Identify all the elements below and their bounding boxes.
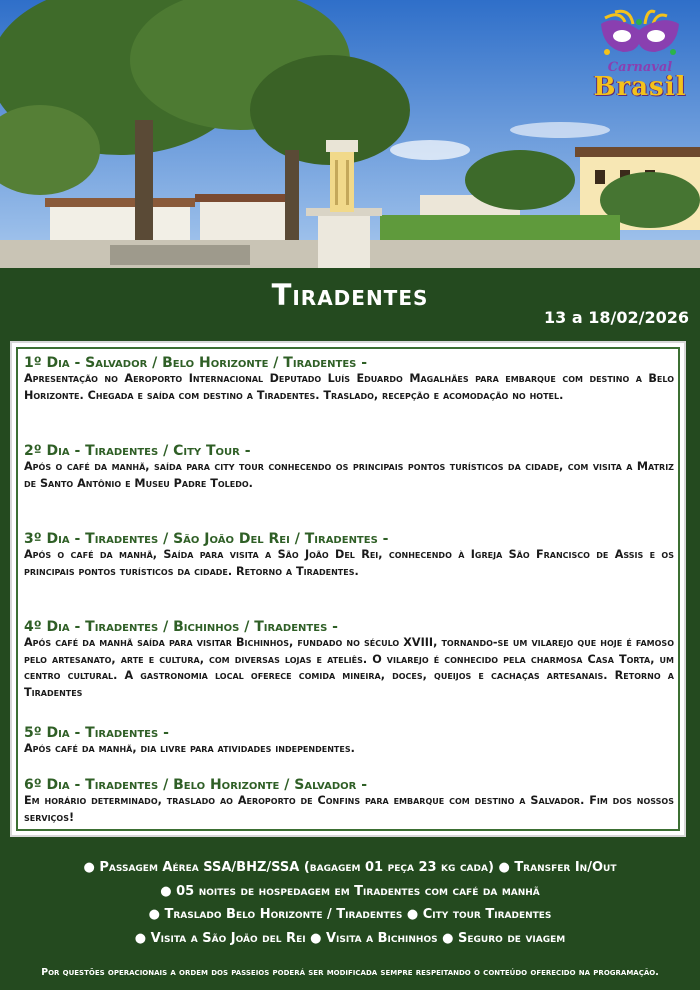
bullet-icon: ● [83, 860, 95, 875]
inclusions-list [0, 856, 700, 950]
inclusion-item: Traslado Belo Horizonte / Tiradentes [164, 907, 403, 922]
inclusions-row [0, 903, 700, 927]
bullet-icon: ● [134, 930, 147, 946]
day-4-title: 4º Dia - Tiradentes / Bichinhos / Tiradentes - [24, 619, 338, 635]
inclusion-item: Transfer In/Out [514, 860, 617, 875]
carnival-mask-icon [595, 8, 685, 64]
day-1-title: 1º Dia - Salvador / Belo Horizonte / Tiradentes - [24, 355, 368, 371]
day-2 [24, 443, 674, 492]
day-4 [24, 619, 674, 701]
bullet-icon: ● [406, 907, 419, 922]
bullet-icon: ● [310, 930, 322, 946]
day-4-text: Após café da manhã saída para visitar Bichinhos, fundado no século XVIII, tornando-se um vilarejo que hoje é famoso pelo artesanato, arte e cultura, com diversas lojas e ateliês. O vilarejo é conhecido pela charmosa Casa Torta, um centro cultural. A gastronomia local oferece comida mineira, doces, queijos e cachaças artesanais. Retorno a Tiradentes [24, 636, 674, 699]
day-1 [24, 355, 674, 404]
inclusions-row [0, 856, 700, 880]
page-title: Tiradentes [271, 278, 429, 312]
day-6-title: 6º Dia - Tiradentes / Belo Horizonte / Salvador - [24, 777, 368, 793]
inclusion-item: City tour Tiradentes [422, 907, 552, 922]
inclusions-row [0, 880, 700, 904]
inclusion-item: 05 noites de hospedagem em Tiradentes com café da manhã [176, 883, 540, 899]
itinerary-card [10, 341, 686, 837]
day-5-text: Após café da manhã, dia livre para atividades independentes. [24, 742, 355, 755]
logo-line-2: Brasil [593, 72, 687, 102]
day-2-title: 2º Dia - Tiradentes / City Tour - [24, 443, 251, 459]
inclusion-item: Visita a São João del Rei [150, 930, 306, 946]
day-1-text: Apresentação no Aeroporto Internacional Deputado Luís Eduardo Magalhães para embarque com destino a Belo Horizonte. Chegada e saída com destino a Tiradentes. Traslado, recepção e acomodação no hotel. [24, 372, 674, 402]
day-3-title: 3º Dia - Tiradentes / São João Del Rei / Tiradentes - [24, 531, 389, 547]
bullet-icon: ● [498, 860, 510, 875]
day-3-text: Após o café da manhã, Saída para visita a São João Del Rei, conhecendo à Igreja São Francisco de Assis e os principais pontos turísticos da cidade. Retorno a Tiradentes. [24, 548, 674, 578]
bullet-icon: ● [148, 907, 160, 922]
bullet-icon: ● [442, 930, 454, 946]
inclusion-item: Visita a Bichinhos [325, 930, 438, 946]
day-6 [24, 777, 674, 826]
day-3 [24, 531, 674, 580]
inclusion-item: Passagem Aérea SSA/BHZ/SSA (bagagem 01 peça 23 kg cada) [99, 860, 494, 875]
itinerary-frame [16, 347, 680, 831]
inclusion-item: Seguro de viagem [458, 930, 566, 946]
travel-dates: 13 a 18/02/2026 [544, 308, 689, 327]
day-2-text: Após o café da manhã, saída para city tour conhecendo os principais pontos turísticos da cidade, com visita a Matriz de Santo Antônio e Museu Padre Toledo. [24, 460, 674, 490]
day-6-text: Em horário determinado, traslado ao Aeroporto de Confins para embarque com destino a Salvador. Fim dos nossos serviços! [24, 794, 674, 824]
bullet-icon: ● [160, 883, 172, 899]
disclaimer-note: Por questões operacionais a ordem dos passeios poderá ser modificada sempre respeitando o conteúdo oferecido na programação. [41, 967, 659, 978]
title-banner [0, 268, 700, 334]
carnaval-brasil-logo [590, 8, 690, 104]
day-5-title: 5º Dia - Tiradentes - [24, 725, 169, 741]
inclusions-row [0, 927, 700, 951]
day-5 [24, 725, 674, 758]
logo-line-1: Carnaval [607, 60, 673, 75]
